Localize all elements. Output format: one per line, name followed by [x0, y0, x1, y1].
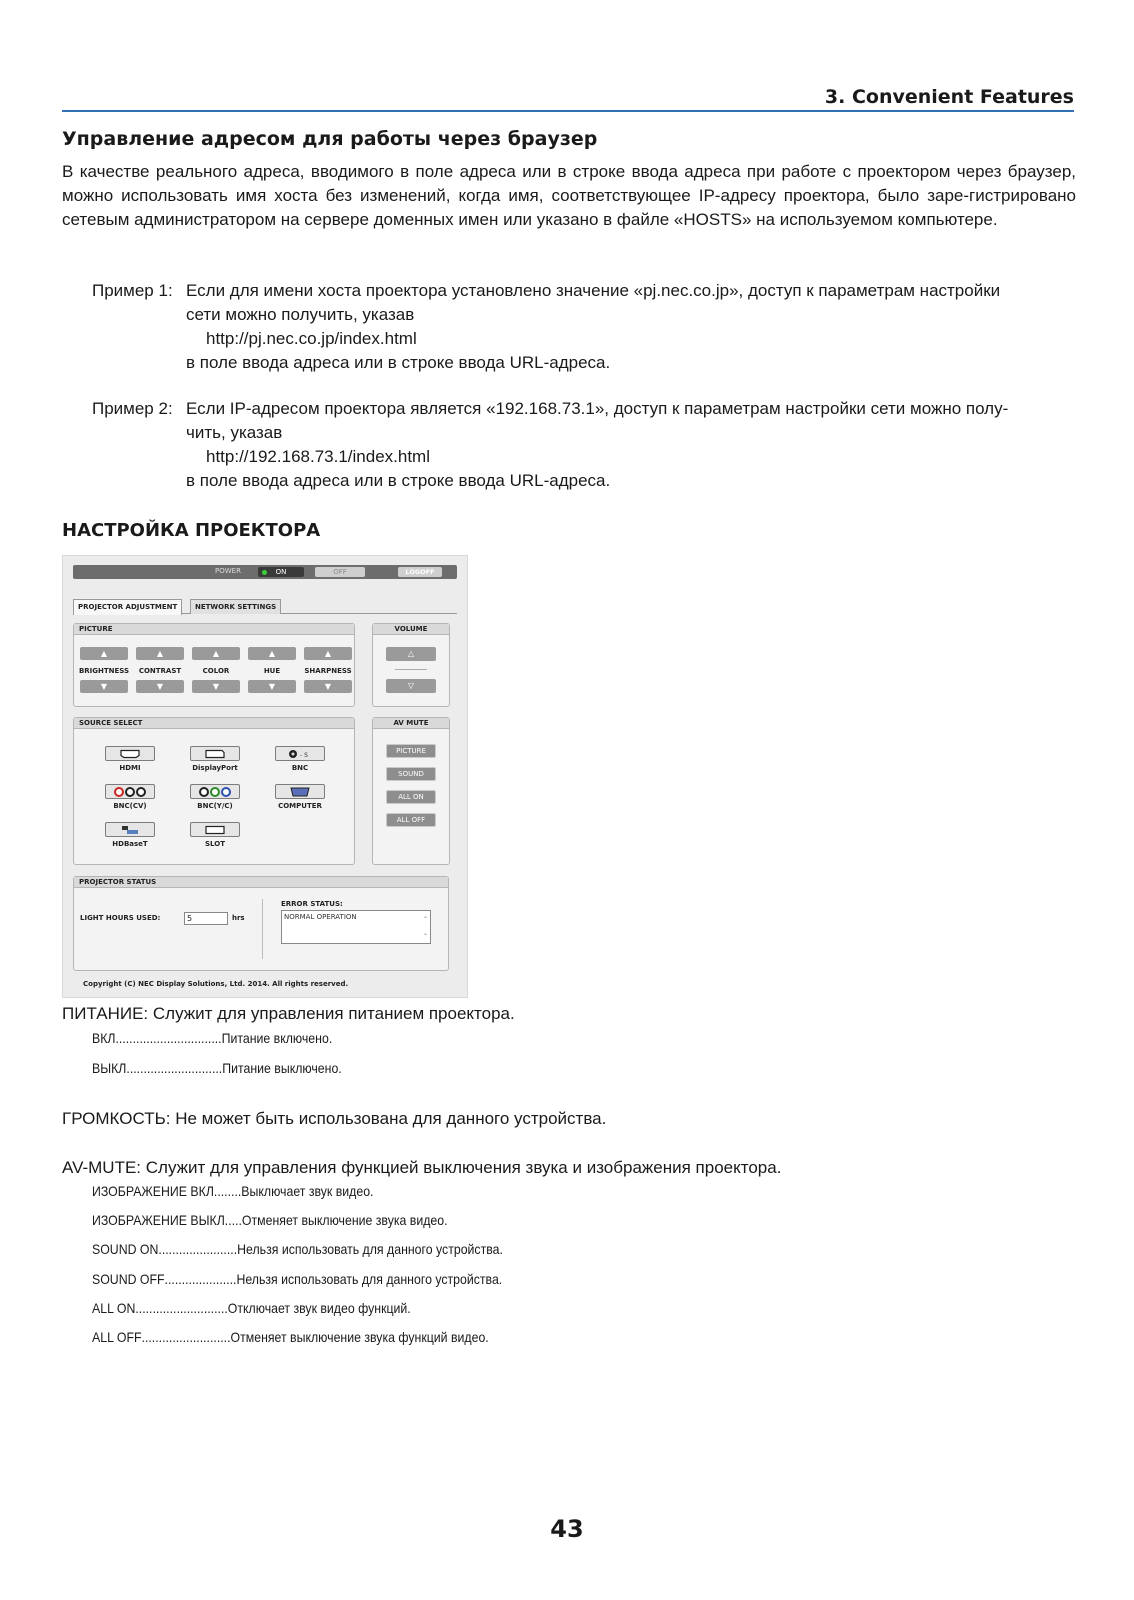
example-url: http://192.168.73.1/index.html — [206, 447, 430, 466]
example-text: в поле ввода адреса или в строке ввода URL-адреса. — [186, 471, 611, 490]
hue-label: HUE — [263, 667, 281, 675]
example-text: Если IP-адресом проектора является «192.168.73.1», доступ к параметрам настройки сети можно полу- — [186, 399, 1009, 418]
tab-network-settings[interactable]: NETWORK SETTINGS — [190, 599, 281, 614]
desc-dots: .............................. — [118, 1030, 222, 1046]
volume-group-title: VOLUME — [373, 624, 449, 635]
source-select-title: SOURCE SELECT — [74, 718, 354, 729]
av-mute-all-off-button[interactable]: ALL OFF — [386, 813, 436, 827]
desc-dots: ........................... — [129, 1060, 223, 1076]
source-label: BNC(Y/C) — [197, 802, 233, 810]
av-mute-row — [92, 1270, 502, 1288]
av-mute-title: AV MUTE — [373, 718, 449, 729]
desc-value: Отключает звук видео функций. — [227, 1300, 411, 1316]
contrast-down-button[interactable]: ▼ — [136, 680, 184, 693]
volume-group — [372, 623, 450, 707]
desc-value: Отменяет выключение звука видео. — [241, 1212, 448, 1228]
header-rule — [62, 110, 1074, 112]
av-mute-sound-button[interactable]: SOUND — [386, 767, 436, 781]
picture-group-title: PICTURE — [74, 624, 354, 635]
example-text: сети можно получить, указав — [186, 305, 415, 324]
component-connectors-icon — [190, 784, 240, 799]
power-off-row — [92, 1059, 342, 1077]
source-bnc[interactable] — [265, 746, 335, 772]
vga-port-icon — [275, 784, 325, 799]
power-on-row — [92, 1029, 332, 1047]
copyright-notice: Copyright (C) NEC Display Solutions, Ltd. 2014. All rights reserved. — [83, 980, 349, 988]
projector-web-ui-screenshot — [62, 555, 468, 998]
example-text: в поле ввода адреса или в строке ввода URL-адреса. — [186, 353, 611, 372]
sharpness-up-button[interactable]: ▲ — [304, 647, 352, 660]
error-status-value: NORMAL OPERATION — [284, 913, 357, 921]
source-label: HDMI — [119, 764, 141, 772]
av-mute-row — [92, 1299, 411, 1317]
rca-connectors-icon — [105, 784, 155, 799]
displayport-icon — [190, 746, 240, 761]
hdmi-port-icon — [105, 746, 155, 761]
av-mute-group — [372, 717, 450, 865]
error-status-field[interactable] — [281, 910, 431, 944]
brightness-label: BRIGHTNESS — [78, 667, 130, 675]
desc-dots: ..................... — [164, 1271, 237, 1287]
av-mute-row — [92, 1240, 503, 1258]
source-hdbaset[interactable] — [95, 822, 165, 848]
logoff-button[interactable]: LOGOFF — [398, 567, 442, 577]
av-mute-row — [92, 1211, 448, 1229]
color-down-button[interactable]: ▼ — [192, 680, 240, 693]
bnc-connector-icon — [275, 746, 325, 761]
desc-value: Питание включено. — [221, 1030, 333, 1046]
example-label: Пример 1: — [92, 281, 173, 300]
source-label: DisplayPort — [192, 764, 238, 772]
av-mute-row — [92, 1328, 489, 1346]
power-description: ПИТАНИЕ: Служит для управления питанием проектора. — [62, 1004, 515, 1023]
volume-level-bar — [395, 669, 427, 670]
projector-status-title: PROJECTOR STATUS — [74, 877, 448, 888]
projector-status-group — [73, 876, 449, 971]
source-label: SLOT — [205, 840, 225, 848]
desc-value: Питание выключено. — [222, 1060, 342, 1076]
status-divider — [262, 899, 263, 959]
error-status-label: ERROR STATUS: — [281, 900, 343, 908]
source-bnc-cv[interactable] — [95, 784, 165, 810]
section-heading-projector-adjustment: НАСТРОЙКА ПРОЕКТОРА — [62, 520, 321, 541]
source-slot[interactable] — [180, 822, 250, 848]
source-displayport[interactable] — [180, 746, 250, 772]
desc-key: ВЫКЛ. — [92, 1060, 130, 1076]
av-mute-picture-button[interactable]: PICTURE — [386, 744, 436, 758]
hdbaset-port-icon — [105, 822, 155, 837]
desc-dots: .......................... — [141, 1329, 231, 1345]
desc-value: Нельзя использовать для данного устройства. — [236, 1271, 503, 1287]
intro-paragraph: В качестве реального адреса, вводимого в поле адреса или в строке ввода адреса при работе с проектором через браузер, можно использовать имя хоста без изменений, когда имя, соответствующее IP-адресу проектора, было заре-гистрировано сетевым администратором на сервере доменных имен или указано в файле «HOSTS» на используемом компьютере. — [62, 162, 1076, 229]
light-hours-unit: hrs — [232, 914, 245, 922]
brightness-down-button[interactable]: ▼ — [80, 680, 128, 693]
hue-down-button[interactable]: ▼ — [248, 680, 296, 693]
desc-key: ИЗОБРАЖЕНИЕ ВКЛ. — [92, 1183, 218, 1199]
sharpness-label: SHARPNESS — [304, 667, 352, 675]
volume-description: ГРОМКОСТЬ: Не может быть использована для данного устройства. — [62, 1109, 607, 1128]
sharpness-down-button[interactable]: ▼ — [304, 680, 352, 693]
volume-down-button[interactable]: ▽ — [386, 679, 436, 693]
desc-dots: ........................... — [135, 1300, 228, 1316]
source-bnc-yc[interactable] — [180, 784, 250, 810]
chapter-title: 3. Convenient Features — [824, 86, 1074, 108]
source-label: HDBaseT — [112, 840, 148, 848]
scroll-arrows-icon[interactable]: ⌃ ⌄ — [422, 916, 428, 937]
light-hours-label: LIGHT HOURS USED: — [80, 914, 161, 922]
av-mute-all-on-button[interactable]: ALL ON — [386, 790, 436, 804]
source-computer[interactable] — [265, 784, 335, 810]
source-label: COMPUTER — [278, 802, 322, 810]
contrast-up-button[interactable]: ▲ — [136, 647, 184, 660]
slot-icon — [190, 822, 240, 837]
desc-key: SOUND OFF — [92, 1271, 165, 1287]
volume-up-button[interactable]: △ — [386, 647, 436, 661]
example-text: Если для имени хоста проектора установлено значение «pj.nec.co.jp», доступ к параметрам настройки — [186, 281, 1001, 300]
desc-key: ИЗОБРАЖЕНИЕ ВЫКЛ. — [92, 1212, 229, 1228]
example-1 — [92, 279, 1077, 375]
source-label: BNC — [291, 764, 309, 772]
light-hours-field: 5 — [184, 912, 228, 925]
power-led-icon — [262, 570, 267, 575]
hue-up-button[interactable]: ▲ — [248, 647, 296, 660]
tab-bar — [73, 598, 457, 614]
picture-group — [73, 623, 355, 707]
desc-value: Отменяет выключение звука функций видео. — [230, 1329, 489, 1345]
tab-projector-adjustment[interactable]: PROJECTOR ADJUSTMENT — [73, 599, 182, 615]
source-select-group — [73, 717, 355, 865]
desc-dots: ....................... — [158, 1241, 238, 1257]
power-bar — [73, 565, 457, 579]
av-mute-row — [92, 1182, 373, 1200]
desc-key: ALL OFF — [92, 1329, 142, 1345]
color-label: COLOR — [202, 667, 230, 675]
desc-value: Нельзя использовать для данного устройства. — [237, 1241, 503, 1257]
contrast-label: CONTRAST — [138, 667, 182, 675]
desc-value: Выключает звук видео. — [241, 1183, 374, 1199]
desc-key: ВКЛ. — [92, 1030, 119, 1046]
brightness-up-button[interactable]: ▲ — [80, 647, 128, 660]
example-text: чить, указав — [186, 423, 283, 442]
section-heading-browser-address: Управление адресом для работы через браузер — [62, 128, 598, 150]
source-label: BNC(CV) — [113, 802, 147, 810]
desc-dots: .... — [228, 1212, 242, 1228]
desc-dots: ....... — [217, 1183, 242, 1199]
desc-key: ALL ON — [92, 1300, 136, 1316]
power-off-button[interactable]: OFF — [315, 567, 365, 577]
power-label: POWER — [215, 567, 241, 575]
power-on-label: ON — [275, 568, 287, 576]
source-hdmi[interactable] — [95, 746, 165, 772]
bnc-suffix: - S — [300, 751, 308, 759]
page-number: 43 — [550, 1515, 584, 1543]
example-url: http://pj.nec.co.jp/index.html — [206, 329, 417, 348]
example-2 — [92, 397, 1077, 493]
example-label: Пример 2: — [92, 399, 173, 418]
color-up-button[interactable]: ▲ — [192, 647, 240, 660]
power-on-button[interactable] — [258, 567, 304, 577]
desc-key: SOUND ON — [92, 1241, 159, 1257]
av-mute-description: AV-MUTE: Служит для управления функцией выключения звука и изображения проектора. — [62, 1158, 782, 1177]
